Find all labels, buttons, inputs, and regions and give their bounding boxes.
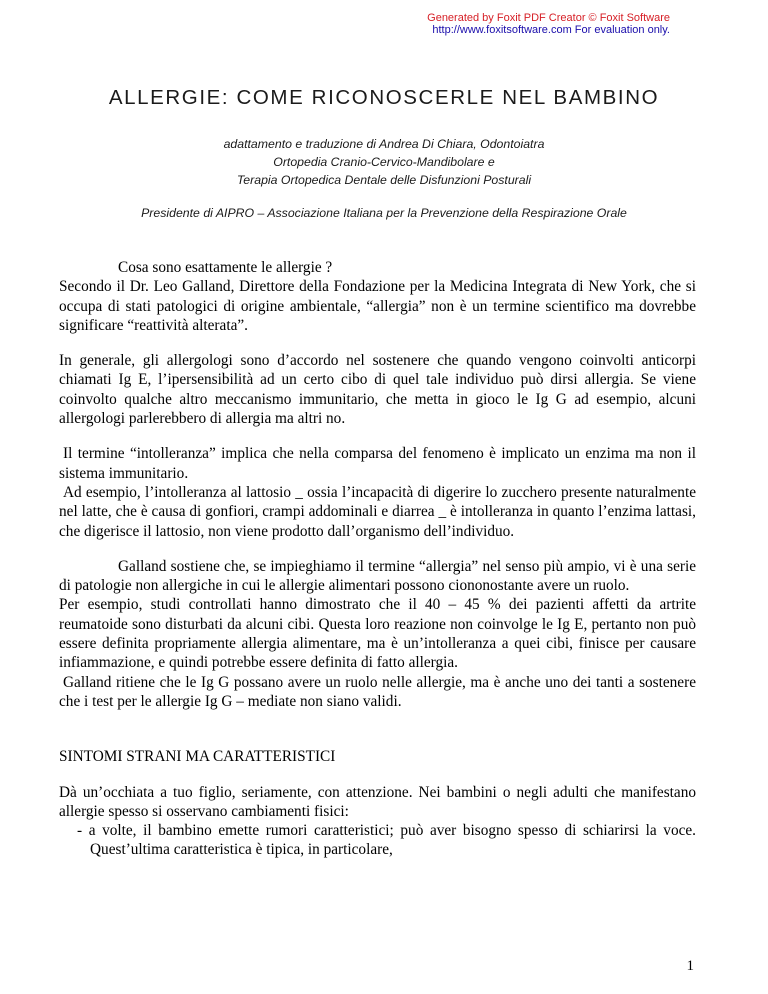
paragraph-question: Cosa sono esattamente le allergie ? <box>118 259 333 276</box>
paragraph-5: Dà un’occhiata a tuo figlio, seriamente, con attenzione. Nei bambini o negli adulti che manifestano allergie spesso si osservano cambiamenti fisici: <box>59 783 696 820</box>
paragraph-3b: Ad esempio, l’intolleranza al lattosio _ ossia l’incapacità di digerire lo zucchero presente naturalmente nel latte, che è causa di gonfiori, crampi addominali e diarrea _ è intolleranza in quanto l’enzima lattasi, che digerisce il lattosio, non viene prodotto dall’organismo dell’individuo. <box>59 483 696 540</box>
symptom-list <box>59 821 696 860</box>
paragraph-3a: Il termine “intolleranza” implica che nella comparsa del fenomeno è implicato un enzima ma non il sistema immunitario. <box>59 445 696 482</box>
watermark-line-1: Generated by Foxit PDF Creator © Foxit Software <box>427 12 670 24</box>
author-credits <box>0 135 768 189</box>
credit-line-3: Terapia Ortopedica Dentale delle Disfunzioni Posturali <box>236 173 532 187</box>
paragraph-4a: Galland sostiene che, se impieghiamo il termine “allergia” nel senso più ampio, vi è una serie di patologie non allergiche in cui le allergie alimentari possono ciononostante avere un ruolo. <box>59 557 696 595</box>
section-heading: SINTOMI STRANI MA CARATTERISTICI <box>59 748 336 766</box>
paragraph-1: Secondo il Dr. Leo Galland, Direttore della Fondazione per la Medicina Integrata di New York, che si occupa di stati patologici di origine ambientale, “allergia” non è un termine scientifico ma dovrebbe significare “reattività alterata”. <box>59 278 696 334</box>
paragraph-2: In generale, gli allergologi sono d’accordo nel sostenere che quando vengono coinvolti anticorpi chiamati Ig E, l’ipersensibilità ad un certo cibo di quel tale individuo può dirsi allergia. Se viene coinvolto qualche altro meccanismo immunitario, che metta in gioco le Ig G ad esempio, alcuni allergologi parlerebbero di allergia ma altri no. <box>59 352 696 428</box>
paragraph-4c: Galland ritiene che le Ig G possano avere un ruolo nelle allergie, ma è anche uno dei tanti a sostenere che i test per le allergie Ig G – mediate non siano validi. <box>59 673 696 710</box>
foxit-watermark <box>427 12 670 36</box>
credit-line-2: Ortopedia Cranio-Cervico-Mandibolare e <box>273 155 495 169</box>
credit-line-1: adattamento e traduzione di Andrea Di Chiara, Odontoiatra <box>223 137 545 151</box>
document-body <box>59 258 696 860</box>
document-title: ALLERGIE: COME RICONOSCERLE NEL BAMBINO <box>108 86 660 109</box>
paragraph-4b: Per esempio, studi controllati hanno dimostrato che il 40 – 45 % dei pazienti affetti da artrite reumatoide sono disturbati da alcuni cibi. Questa loro reazione non coinvolge le Ig E, pertanto non può essere definita propriamente allergia alimentare, ma è un’intolleranza a quei cibi, finisce per causare infiammazione, e quindi potrebbe essere definita di fatto allergia. <box>59 596 696 672</box>
page-number: 1 <box>686 958 694 974</box>
president-line: Presidente di AIPRO – Associazione Italiana per la Prevenzione della Respirazione Orale <box>141 206 627 220</box>
watermark-line-2[interactable]: http://www.foxitsoftware.com For evaluation only. <box>432 24 670 36</box>
list-item: - a volte, il bambino emette rumori caratteristici; può aver bisogno spesso di schiarirsi la voce. Quest’ultima caratteristica è tipica, in particolare, <box>77 822 696 859</box>
